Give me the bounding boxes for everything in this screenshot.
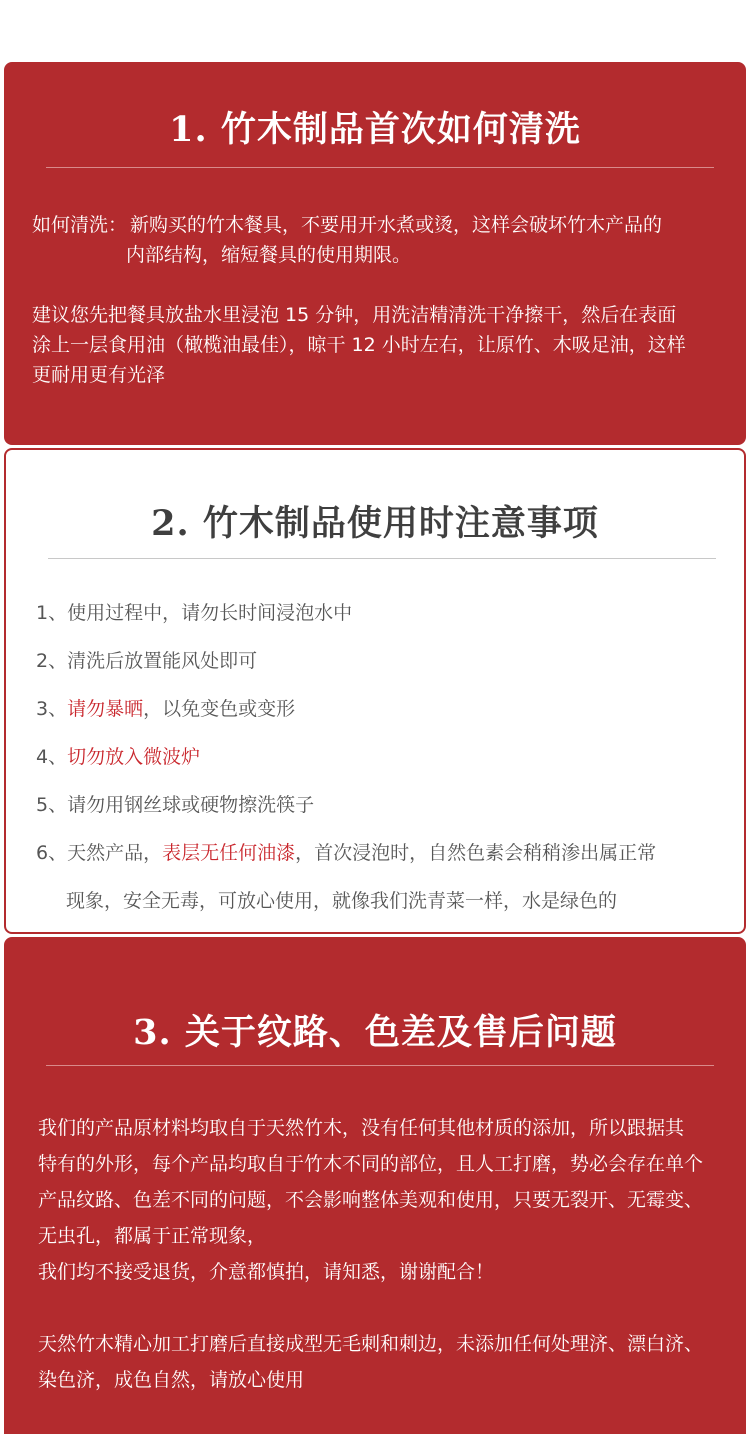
usage-item-6-pre: 天然产品， bbox=[67, 842, 163, 864]
aftersales-line-2: 特有的外形，每个产品均取自于竹木不同的部位，且人工打磨，势必会存在单个 bbox=[38, 1153, 704, 1175]
section-3-divider bbox=[46, 1065, 714, 1066]
usage-item-3-highlight: 请勿暴晒 bbox=[67, 698, 144, 720]
usage-item-6-number: 6、 bbox=[36, 842, 68, 864]
usage-item-5-text: 请勿用钢丝球或硬物擦洗筷子 bbox=[67, 794, 315, 816]
advice-line-3: 更耐用更有光泽 bbox=[32, 364, 166, 386]
section-usage-panel bbox=[4, 448, 746, 934]
usage-item-1-number: 1、 bbox=[36, 602, 68, 624]
section-cleaning-panel bbox=[4, 62, 746, 445]
quality-line-2: 染色济，成色自然，请放心使用 bbox=[38, 1369, 305, 1391]
usage-item-3-rest: ，以免变色或变形 bbox=[143, 698, 296, 720]
section-1-title: 1. 竹木制品首次如何清洗 bbox=[169, 109, 581, 150]
usage-item-5-number: 5、 bbox=[36, 794, 68, 816]
usage-item-3 bbox=[36, 694, 295, 724]
usage-item-4-number: 4、 bbox=[36, 746, 68, 768]
cleaning-line-1: 新购买的竹木餐具，不要用开水煮或烫，这样会破坏竹木产品的 bbox=[130, 214, 663, 236]
usage-item-1 bbox=[36, 598, 352, 628]
usage-item-1-text: 使用过程中，请勿长时间浸泡水中 bbox=[67, 602, 353, 624]
usage-item-2-number: 2、 bbox=[36, 650, 68, 672]
aftersales-line-3: 产品纹路、色差不同的问题，不会影响整体美观和使用，只要无裂开、无霉变、 bbox=[38, 1189, 704, 1211]
section-aftersales-panel bbox=[4, 937, 746, 1434]
section-2-divider bbox=[48, 558, 716, 559]
quality-line-1: 天然竹木精心加工打磨后直接成型无毛刺和刺边，未添加任何处理济、漂白济、 bbox=[38, 1333, 704, 1355]
aftersales-line-5: 我们均不接受退货，介意都慎拍，请知悉，谢谢配合！ bbox=[38, 1261, 495, 1283]
usage-item-6-continuation: 现象，安全无毒，可放心使用，就像我们洗青菜一样，水是绿色的 bbox=[66, 890, 618, 912]
usage-item-4 bbox=[36, 742, 200, 772]
aftersales-line-4: 无虫孔，都属于正常现象， bbox=[38, 1225, 267, 1247]
usage-item-2 bbox=[36, 646, 257, 676]
section-2-title: 2. 竹木制品使用时注意事项 bbox=[151, 503, 599, 544]
usage-item-6-highlight: 表层无任何油漆 bbox=[162, 842, 296, 864]
advice-line-1: 建议您先把餐具放盐水里浸泡 15 分钟，用洗洁精清洗干净擦干，然后在表面 bbox=[32, 304, 677, 326]
usage-item-6 bbox=[36, 838, 656, 868]
section-3-title: 3. 关于纹路、色差及售后问题 bbox=[133, 1012, 617, 1053]
usage-item-3-number: 3、 bbox=[36, 698, 68, 720]
usage-item-2-text: 清洗后放置能风处即可 bbox=[67, 650, 258, 672]
usage-item-4-highlight: 切勿放入微波炉 bbox=[67, 746, 201, 768]
cleaning-label: 如何清洗： bbox=[32, 214, 128, 236]
section-1-divider bbox=[46, 167, 714, 168]
advice-line-2: 涂上一层食用油（橄榄油最佳），晾干 12 小时左右，让原竹、木吸足油，这样 bbox=[32, 334, 686, 356]
usage-item-6-rest: ，首次浸泡时，自然色素会稍稍渗出属正常 bbox=[295, 842, 657, 864]
usage-item-5 bbox=[36, 790, 314, 820]
cleaning-line-2: 内部结构，缩短餐具的使用期限。 bbox=[126, 244, 412, 266]
aftersales-line-1: 我们的产品原材料均取自于天然竹木，没有任何其他材质的添加，所以跟据其 bbox=[38, 1117, 685, 1139]
